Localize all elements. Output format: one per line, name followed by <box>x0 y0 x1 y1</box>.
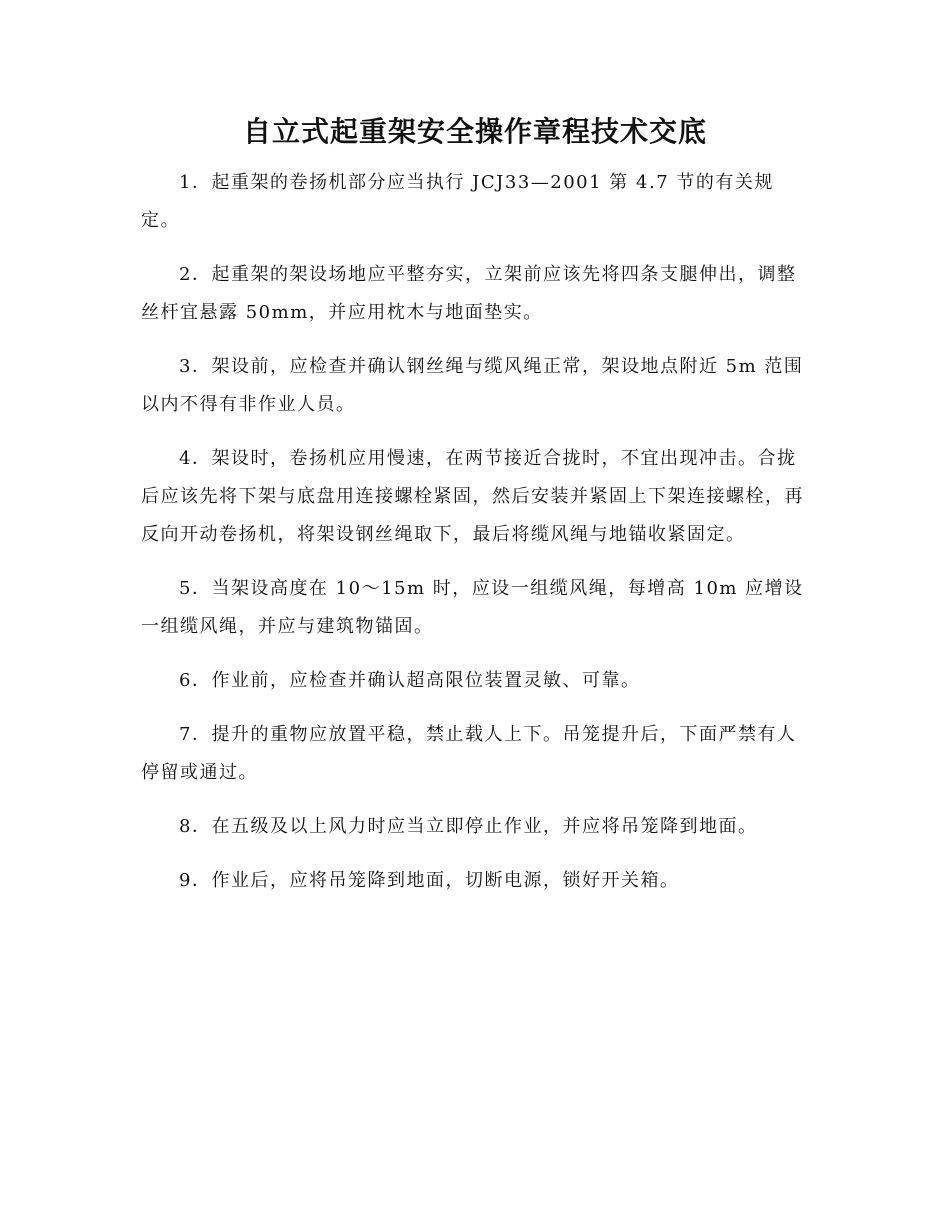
document-body <box>141 164 811 916</box>
paragraph-2: 2．起重架的架设场地应平整夯实，立架前应该先将四条支腿伸出，调整丝杆宜悬露 50mm，并应用枕木与地面垫实。 <box>141 264 797 323</box>
paragraph-1: 1．起重架的卷扬机部分应当执行 JCJ33—2001 第 4.7 节的有关规定。 <box>141 172 774 231</box>
paragraph-4: 4．架设时，卷扬机应用慢速，在两节接近合拢时，不宜出现冲击。合拢后应该先将下架与底盘用连接螺栓紧固，然后安装并紧固上下架连接螺栓，再反向开动卷扬机，将架设钢丝绳取下，最后将缆风绳与地锚收紧固定。 <box>141 448 804 545</box>
paragraph-9: 9．作业后，应将吊笼降到地面，切断电源，锁好开关箱。 <box>179 870 680 891</box>
document-title: 自立式起重架安全操作章程技术交底 <box>242 115 707 148</box>
paragraph-5: 5．当架设高度在 10～15m 时，应设一组缆风绳，每增高 10m 应增设一组缆风绳，并应与建筑物锚固。 <box>141 578 804 637</box>
paragraph-3: 3．架设前，应检查并确认钢丝绳与缆风绳正常，架设地点附近 5m 范围以内不得有非作业人员。 <box>141 356 804 415</box>
paragraph-8: 8．在五级及以上风力时应当立即停止作业，并应将吊笼降到地面。 <box>179 816 758 837</box>
paragraph-7: 7．提升的重物应放置平稳，禁止载人上下。吊笼提升后，下面严禁有人停留或通过。 <box>141 724 797 783</box>
paragraph-6: 6．作业前，应检查并确认超高限位装置灵敏、可靠。 <box>179 670 641 691</box>
